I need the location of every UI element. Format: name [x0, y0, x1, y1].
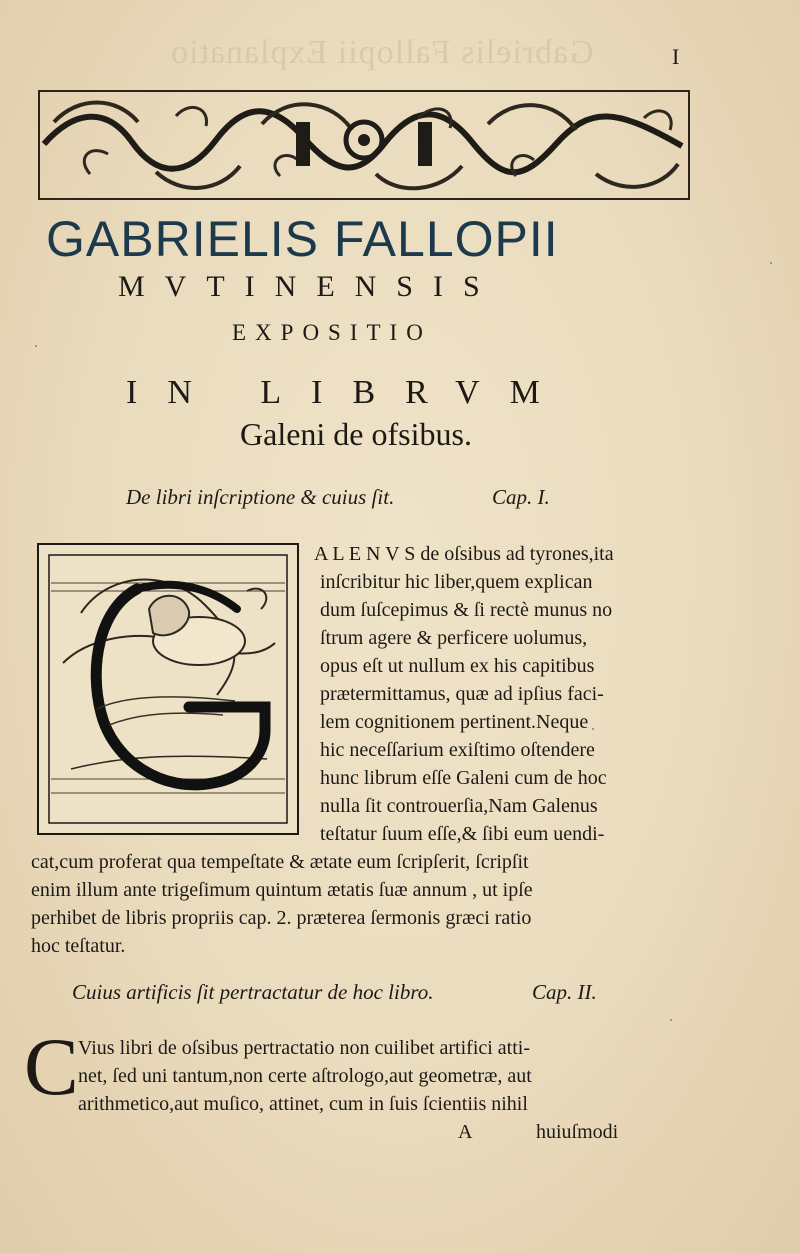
chapter-1-line: teſtatur ſuum eſſe,& ſibi eum uendi- [320, 823, 605, 845]
chapter-2-label: Cap. II. [532, 980, 597, 1004]
signature-mark: A [458, 1121, 473, 1143]
chapter-1-line: nulla ſit controuerſia,Nam Galenus [320, 795, 598, 817]
chapter-1-line: enim illum ante trigeſimum quintum ætatis ſuæ annum , ut ipſe [31, 879, 533, 901]
catchword: huiuſmodi [536, 1121, 619, 1143]
chapter-1-line: cat,cum proferat qua tempeſtate & ætate eum ſcripſerit, ſcripſit [31, 851, 529, 873]
chapter-1-line: hoc teſtatur. [31, 935, 126, 957]
title-author: GABRIELIS FALLOPII [46, 211, 559, 267]
chapter-1-label: Cap. I. [492, 485, 550, 509]
page-number: I [672, 44, 680, 69]
chapter-1-line: hunc librum eſſe Galeni cum de hoc [320, 767, 607, 789]
chapter-2-line: net, ſed uni tantum,non certe aſtrologo,aut geometræ, aut [78, 1065, 532, 1087]
paper-speck [592, 728, 594, 730]
chapter-1-line: perhibet de libris propriis cap. 2. præterea ſermonis græci ratio [31, 907, 532, 929]
paper-speck [35, 345, 37, 347]
chapter-2-line: arithmetico,aut muſico, attinet, cum in ſuis ſcientiis nihil [78, 1093, 528, 1115]
chapter-1-line: prætermittamus, quæ ad ipſius faci- [320, 683, 604, 705]
chapter-1-line: dum ſuſcepimus & ſi rectè munus no [320, 599, 613, 621]
chapter-2-heading: Cuius artificis ſit pertractatur de hoc libro. [72, 980, 434, 1004]
bleed-through-text: Gabrielis Fallopii Explanatio [170, 34, 594, 71]
title-expositio: EXPOSITIO [232, 320, 432, 345]
chapter-1-line: lem cognitionem pertinent.Neque [320, 711, 589, 733]
chapter-1-line: ſtrum agere & perficere uolumus, [320, 627, 588, 649]
title-in-librum: IN LIBRVM [126, 374, 570, 411]
chapter-2-line: Vius libri de oſsibus pertractatio non cuilibet artifici atti- [78, 1037, 531, 1059]
ornamental-headpiece [36, 88, 692, 202]
paper-speck [770, 262, 772, 264]
chapter-2-initial-c: C [24, 1021, 79, 1112]
chapter-1-line: hic neceſſarium exiſtimo oſtendere [320, 739, 595, 761]
historiated-initial-g [37, 543, 299, 835]
chapter-1-line: opus eſt ut nullum ex his capitibus [320, 655, 595, 677]
paper-speck [670, 1019, 672, 1021]
title-galeni-de-ossibus: Galeni de ofsibus. [240, 416, 472, 452]
chapter-1-heading: De libri inſcriptione & cuius ſit. [126, 485, 395, 509]
chapter-1-line: A L E N V S de oſsibus ad tyrones,ita [314, 543, 614, 565]
chapter-1-line: inſcribitur hic liber,quem explican [320, 571, 593, 593]
title-city: MVTINENSIS [118, 270, 500, 303]
